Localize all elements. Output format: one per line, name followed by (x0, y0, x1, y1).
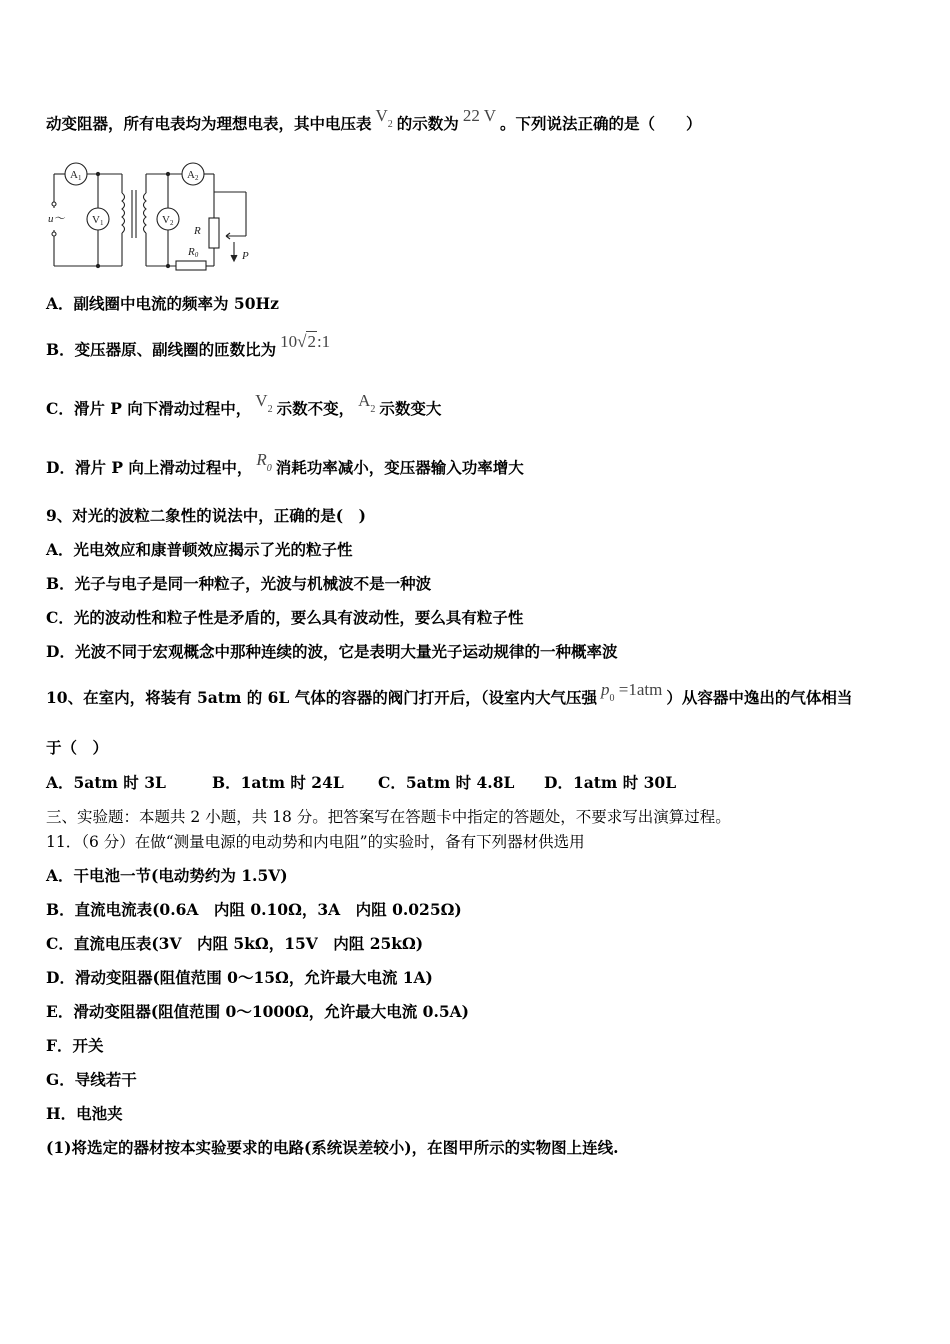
q11-part1: (1)将选定的器材按本实验要求的电路(系统误差较小)，在图甲所示的实物图上连线. (46, 1138, 619, 1157)
q11-item-d: D．滑动变阻器(阻值范围 0～15Ω，允许最大电流 1A) (46, 968, 433, 987)
math-ratio: 10√2:1 (280, 332, 331, 351)
q10-stem-cont: 于（ ） (46, 738, 109, 757)
node-dot (96, 172, 99, 175)
p-label: P (242, 250, 249, 262)
q11-item-c: C．直流电压表(3V 内阻 5kΩ，15V 内阻 25kΩ) (46, 934, 424, 953)
q11-item-e: E．滑动变阻器(阻值范围 0～1000Ω，允许最大电流 0.5A) (46, 1002, 469, 1021)
math-v2: $V_2$ (375, 106, 393, 131)
q9-option-a: A．光电效应和康普顿效应揭示了光的粒子性 (46, 540, 353, 559)
node-dot (166, 172, 169, 175)
q10-option-c: C．5atm 时 4.8L (378, 773, 515, 792)
terminal-top (52, 202, 56, 206)
q11-item-h: H．电池夹 (46, 1104, 123, 1123)
q10-option-a: A．5atm 时 3L (46, 773, 166, 792)
q8-option-c: C．滑片 P 向下滑动过程中， $V_2$ 示数不变， $A_2$ 示数变大 (46, 391, 442, 418)
q9-option-d: D．光波不同于宏观概念中那种连续的波，它是表明大量光子运动规律的一种概率波 (46, 642, 618, 661)
primary-coil (122, 193, 125, 233)
q10-options (46, 773, 676, 793)
q9-option-c: C．光的波动性和粒子性是矛盾的，要么具有波动性，要么具有粒子性 (46, 608, 524, 627)
q10-stem: 10、在室内，将装有 5atm 的 6L 气体的容器的阀门打开后，（设室内大气压强 $p_0 =1atm$ ）从容器中逸出的气体相当 (46, 680, 853, 707)
a1-label: A1 (70, 169, 82, 182)
p-arrow-head (231, 255, 237, 261)
math-a2-c: $A_2$ (358, 391, 376, 416)
r0-label: R0 (188, 246, 199, 259)
math-p0: $p_0 =1atm$ (600, 680, 663, 705)
q11-item-a: A．干电池一节(电动势约为 1.5V) (46, 866, 288, 885)
math-22v: 22 V (462, 106, 497, 125)
math-r0-d: $R_0$ (256, 450, 272, 475)
q10-option-b: B．1atm 时 24L (212, 773, 344, 792)
q10-option-d: D．1atm 时 30L (544, 773, 677, 792)
node-dot (96, 264, 99, 267)
v2-label: V2 (162, 214, 174, 227)
q8-option-d: D．滑片 P 向上滑动过程中， $R_0$ 消耗功率减小，变压器输入功率增大 (46, 450, 524, 477)
r-label: R (194, 225, 201, 237)
q11-item-b: B．直流电流表(0.6A 内阻 0.10Ω，3A 内阻 0.025Ω) (46, 900, 462, 919)
rheostat-r (209, 218, 219, 248)
q11-item-f: F．开关 (46, 1036, 104, 1055)
terminal-bottom (52, 232, 56, 236)
node-dot (166, 264, 169, 267)
math-v2-c: $V_2$ (255, 391, 273, 416)
secondary-coil (144, 193, 147, 233)
q11-item-g: G．导线若干 (46, 1070, 137, 1089)
q8-option-a: A．副线圈中电流的频率为 50Hz (46, 294, 279, 313)
q11-stem: 11．（6 分）在做“测量电源的电动势和内电阻”的实验时，备有下列器材供选用 (46, 833, 585, 851)
section3-heading: 三、实验题：本题共 2 小题，共 18 分。把答案写在答题卡中指定的答题处，不要求写出演算过程。 (46, 808, 731, 826)
q9-stem: 9、对光的波粒二象性的说法中，正确的是( ) (46, 506, 366, 525)
a2-label: A2 (187, 169, 199, 182)
resistor-r0 (176, 261, 206, 270)
q8-stem: 动变阻器，所有电表均为理想电表，其中电压表 $V_2$ 的示数为 22 V 。下列说法正确的是（ ） (46, 106, 702, 133)
q9-option-b: B．光子与电子是同一种粒子，光波与机械波不是一种波 (46, 574, 432, 593)
q8-option-b: B．变压器原、副线圈的匝数比为 10√2:1 (46, 332, 331, 359)
transformer-circuit-diagram (50, 158, 260, 274)
source-u-label: u～ (48, 213, 65, 225)
v1-label: V1 (92, 214, 104, 227)
